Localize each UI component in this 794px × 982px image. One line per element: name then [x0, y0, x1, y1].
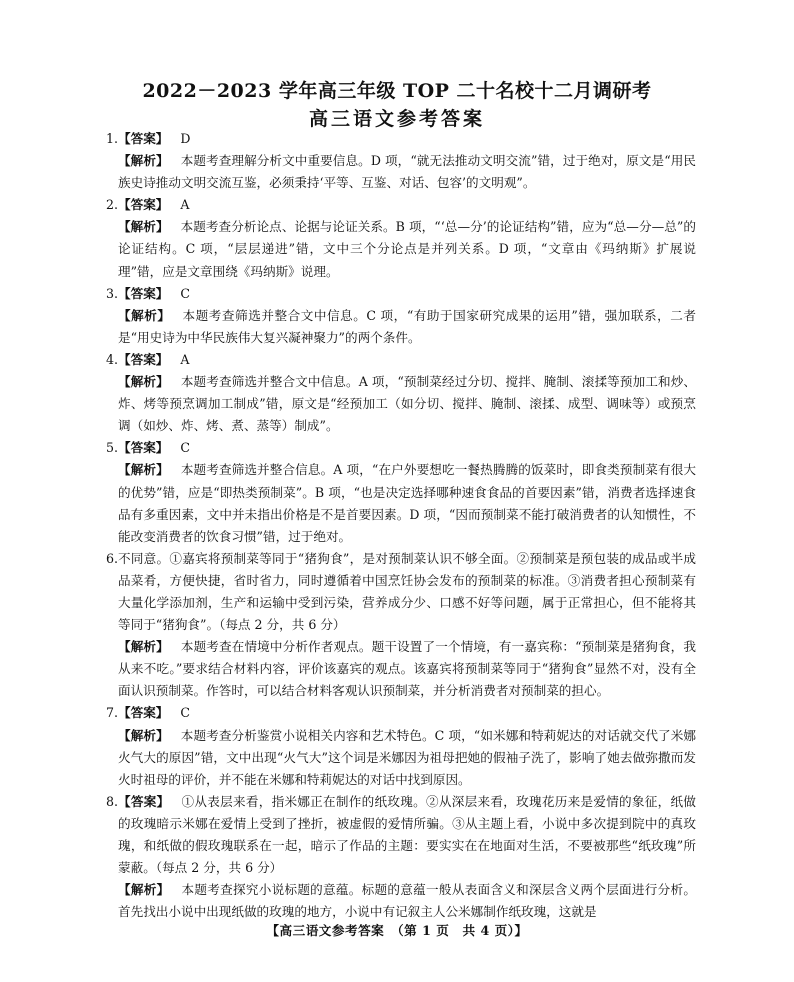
answer-item-7: [106, 702, 697, 790]
answer-value: C: [180, 285, 191, 301]
answer-value: D: [180, 131, 191, 146]
question-number: 5.: [106, 440, 119, 456]
answer-value: A: [180, 351, 190, 367]
answer-item-6: [106, 548, 696, 703]
answer-item-2: [106, 194, 696, 282]
page-footer: 【高三语文参考答案 （第 1 页 共 4 页）】: [266, 923, 528, 938]
answer-row: [106, 349, 696, 371]
document-subtitle: 高三语文参考答案: [308, 108, 485, 130]
analysis-paragraph: [118, 305, 696, 349]
question-number: 1.: [106, 131, 119, 146]
analysis-paragraph: [118, 725, 696, 791]
analysis-text: 本题考查筛选并整合文中信息。C 项，“有助于国家研究成果的运用”错，强加联系，二者是“用史诗为中华民族伟大复兴凝神聚力”的两个条件。: [118, 307, 696, 345]
answer-value: C: [180, 705, 191, 721]
analysis-paragraph: [118, 150, 696, 194]
analysis-tag: 【解析】: [118, 153, 169, 169]
analysis-paragraph: [118, 216, 696, 282]
answer-tag: 【答案】: [118, 440, 169, 456]
answer-paragraph: [106, 548, 696, 636]
question-number: 2.: [106, 197, 119, 213]
analysis-text: 本题考查探究小说标题的意蕴。标题的意蕴一般从表面含义和深层含义两个层面进行分析。首先找出小说中出现纸做的玫瑰的地方，小说中有记叙主人公米娜制作纸玫瑰，这就是: [118, 882, 697, 920]
answer-item-4: [106, 349, 696, 437]
answer-row: [106, 437, 696, 459]
analysis-tag: 【解析】: [118, 307, 171, 323]
analysis-paragraph: [118, 879, 696, 923]
answer-tag: 【答案】: [118, 705, 169, 721]
answer-row: [106, 194, 696, 216]
answer-item-3: [106, 283, 696, 349]
analysis-text: 本题考查分析鉴赏小说相关内容和艺术特色。C 项，“如米娜和特莉妮达的对话就交代了米娜火气大的原因”错，文中出现“火气大”这个词是米娜因为祖母把她的假袖子洗了，影响了她去做弥撒而发火时祖母的评价，并不能在米娜和特莉妮达的对话中找到原因。: [118, 727, 697, 787]
analysis-text: 本题考查理解分析文中重要信息。D 项，“就无法推动文明交流”错，过于绝对，原文是“用民族史诗推动文明交流互鉴，必须秉持‘平等、互鉴、对话、包容’的文明观”。: [118, 153, 696, 191]
question-number: 8.: [106, 793, 119, 809]
answer-tag: 【答案】: [118, 197, 169, 213]
exam-title: 2022－2023 学年高三年级 TOP 二十名校十二月调研考: [142, 80, 652, 102]
analysis-tag: 【解析】: [118, 462, 169, 478]
analysis-paragraph: [118, 636, 696, 702]
answer-paragraph: [106, 791, 697, 879]
analysis-paragraph: [118, 371, 696, 437]
answer-value: C: [180, 440, 191, 456]
analysis-text: 本题考查筛选并整合信息。A 项，“在户外要想吃一餐热腾腾的饭菜时，即食类预制菜有很大的优势”错，应是“即热类预制菜”。B 项，“也是决定选择哪种速食食品的首要因素”错，消费者选择速食品有多重因素，文中并未指出价格是不是首要因素。D 项，“因而预制菜不能打破消费者的认知惯性，不能改变消费者的饮食习惯”错，过于绝对。: [118, 462, 696, 544]
answer-tag: 【答案】: [118, 793, 170, 809]
analysis-tag: 【解析】: [118, 639, 169, 655]
answer-row: [106, 128, 696, 150]
answer-row: [106, 283, 696, 305]
answer-list: [106, 128, 697, 923]
analysis-tag: 【解析】: [118, 882, 170, 898]
question-number: 6.: [106, 550, 119, 566]
analysis-text: 本题考查分析论点、论据与论证关系。B 项，“‘总—分’的论证结构”错，应为“总—分—总”的论证结构。C 项，“层层递进”错，文中三个分论点是并列关系。D 项，“文章由《玛纳斯》扩展说理”错，应是文章围绕《玛纳斯》说理。: [118, 219, 696, 279]
analysis-text: 本题考查在情境中分析作者观点。题干设置了一个情境，有一嘉宾称：“预制菜是猪狗食，我从来不吃。”要求结合材料内容，评价该嘉宾的观点。该嘉宾将预制菜等同于“猪狗食”显然不对，没有全面认识预制菜。作答时，可以结合材料客观认识预制菜，并分析消费者对预制菜的担心。: [118, 639, 696, 699]
answer-tag: 【答案】: [118, 351, 169, 367]
question-number: 4.: [106, 351, 119, 367]
answer-tag: 【答案】: [118, 285, 169, 301]
answer-value: ①从表层来看，指米娜正在制作的纸玫瑰。②从深层来看，玫瑰花历来是爱情的象征，纸做的玫瑰暗示米娜在爱情上受到了挫折，被虚假的爱情所骗。③从主题上看，小说中多次提到院中的真玫瑰，和纸做的假玫瑰联系在一起，暗示了作品的主题：要实实在在地面对生活，不要被那些“纸玫瑰”所蒙蔽。（每点 2 分，共 6 分）: [118, 793, 697, 876]
analysis-tag: 【解析】: [118, 219, 169, 235]
answer-item-5: [106, 437, 696, 547]
analysis-tag: 【解析】: [118, 727, 169, 743]
answer-value: A: [180, 197, 190, 213]
analysis-tag: 【解析】: [118, 374, 169, 390]
answer-tag: 【答案】: [118, 131, 169, 146]
question-number: 7.: [106, 705, 119, 721]
answer-value: 不同意。①嘉宾将预制菜等同于“猪狗食”，是对预制菜认识不够全面。②预制菜是预包装的成品或半成品菜肴，方便快捷，省时省力，同时遵循着中国烹饪协会发布的预制菜的标准。③消费者担心预制菜有大量化学添加剂，生产和运输中受到污染，营养成分少、口感不好等问题，属于正常担心，但不能将其等同于“猪狗食”。（每点 2 分，共 6 分）: [118, 550, 696, 633]
analysis-text: 本题考查筛选并整合文中信息。A 项，“预制菜经过分切、搅拌、腌制、滚揉等预加工和炒、炸、烤等预烹调加工制成”错，原文是“经预加工（如分切、搅拌、腌制、滚揉、成型、调味等）或预烹调（如炒、炸、烤、煮、蒸等）制成”。: [118, 374, 696, 434]
analysis-paragraph: [118, 459, 696, 547]
answer-item-8: [106, 791, 697, 924]
question-number: 3.: [106, 285, 119, 301]
answer-item-1: [106, 128, 696, 194]
answer-row: [106, 702, 696, 724]
